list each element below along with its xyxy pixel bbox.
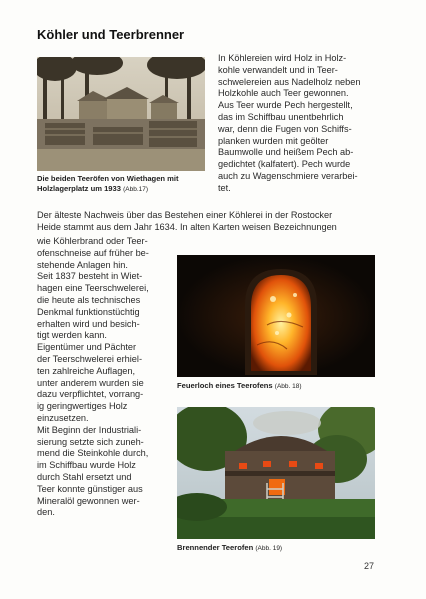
caption-fig18 — [177, 381, 377, 392]
text-column-left — [37, 236, 169, 519]
text-line: ten zahlreiche Auflagen, — [37, 365, 136, 376]
caption-fig17 — [37, 174, 207, 195]
caption-fig18-text: Feuerloch eines Teerofens — [177, 381, 273, 390]
text-line: ig geringwertiges Holz — [37, 401, 128, 412]
text-line: Heide stammt aus dem Jahr 1634. In alten Karten weisen Bezeichnungen — [37, 221, 337, 232]
text-line: das im Schiffbau unentbehrlich — [218, 111, 344, 122]
text-line: die heute als technisches — [37, 294, 141, 305]
text-line: wie Köhlerbrand oder Teer- — [37, 236, 148, 246]
text-line: Baumwolle und heißem Pech ab- — [218, 147, 354, 158]
page-title: Köhler und Teerbrenner — [37, 27, 185, 42]
caption-fig17-text: Die beiden Teeröfen von Wiethagen mit Holzlagerplatz um 1933 — [37, 174, 179, 193]
text-line: mend die Steinkohle durch, — [37, 448, 149, 459]
text-line: schwelereien aus Nadelholz neben — [218, 76, 361, 87]
text-line: Mit Beginn der Industriali- — [37, 424, 142, 435]
text-column-right-top — [218, 53, 390, 195]
caption-fig18-ref: (Abb. 18) — [274, 383, 302, 390]
text-line: tet. — [218, 182, 231, 193]
text-line: Aus Teer wurde Pech hergestellt, — [218, 100, 353, 111]
text-line: planken wurden mit geölter — [218, 135, 329, 146]
photo-brennender-teerofen — [177, 407, 375, 539]
text-line: Teer konnte günstiger aus — [37, 483, 143, 494]
text-line: stehende Anlagen hin. — [37, 259, 128, 270]
photo-brennender-teerofen-image — [177, 407, 375, 539]
text-line: einzusetzen. — [37, 412, 89, 423]
text-line: Eigentümer und Pächter — [37, 342, 137, 353]
text-line: Holzkohle auch Teer gewonnen. — [218, 88, 349, 99]
photo-teeroefen-1933 — [37, 57, 205, 171]
text-full-width — [37, 210, 397, 234]
text-line: auch zu Wagenschmiere verarbei- — [218, 170, 358, 181]
photo-feuerloch — [177, 255, 375, 377]
text-line: tigt werden kann. — [37, 330, 107, 341]
text-line: Der älteste Nachweis über das Bestehen einer Köhlerei in der Rostocker — [37, 210, 333, 220]
page-number: 27 — [363, 561, 374, 571]
text-line: ofenschneise auf früher be- — [37, 247, 149, 258]
text-line: unter anderem wurden sie — [37, 377, 144, 388]
text-line: sierung setzte sich zuneh- — [37, 436, 144, 447]
caption-fig19-text: Brennender Teerofen — [177, 543, 254, 552]
caption-fig19-ref: (Abb. 19) — [255, 545, 283, 552]
text-line: der Teerschwelerei erhiel- — [37, 353, 143, 364]
text-line: war, denn die Fugen von Schiffs- — [218, 123, 352, 134]
text-line: hagen eine Teerschwelerei, — [37, 283, 149, 294]
text-line: erhalten wird und besich- — [37, 318, 140, 329]
text-line: gedichtet (kalfatert). Pech wurde — [218, 159, 351, 170]
text-line: im Schiffbau wurde Holz — [37, 460, 136, 471]
text-line: Denkmal funktionstüchtig — [37, 306, 140, 317]
text-line: In Köhlereien wird Holz in Holz- — [218, 53, 347, 63]
photo-teeroefen-image — [37, 57, 205, 171]
text-line: den. — [37, 507, 55, 518]
text-line: kohle verwandelt und in Teer- — [218, 64, 338, 75]
text-line: dazu verpflichtet, vorrang- — [37, 389, 144, 400]
text-line: durch Stahl ersetzt und — [37, 471, 132, 482]
text-line: Mineralöl gewonnen wer- — [37, 495, 140, 506]
photo-feuerloch-image — [177, 255, 375, 377]
caption-fig19 — [177, 543, 377, 554]
text-line: Seit 1837 besteht in Wiet- — [37, 271, 143, 282]
caption-fig17-ref: (Abb.17) — [123, 186, 149, 193]
